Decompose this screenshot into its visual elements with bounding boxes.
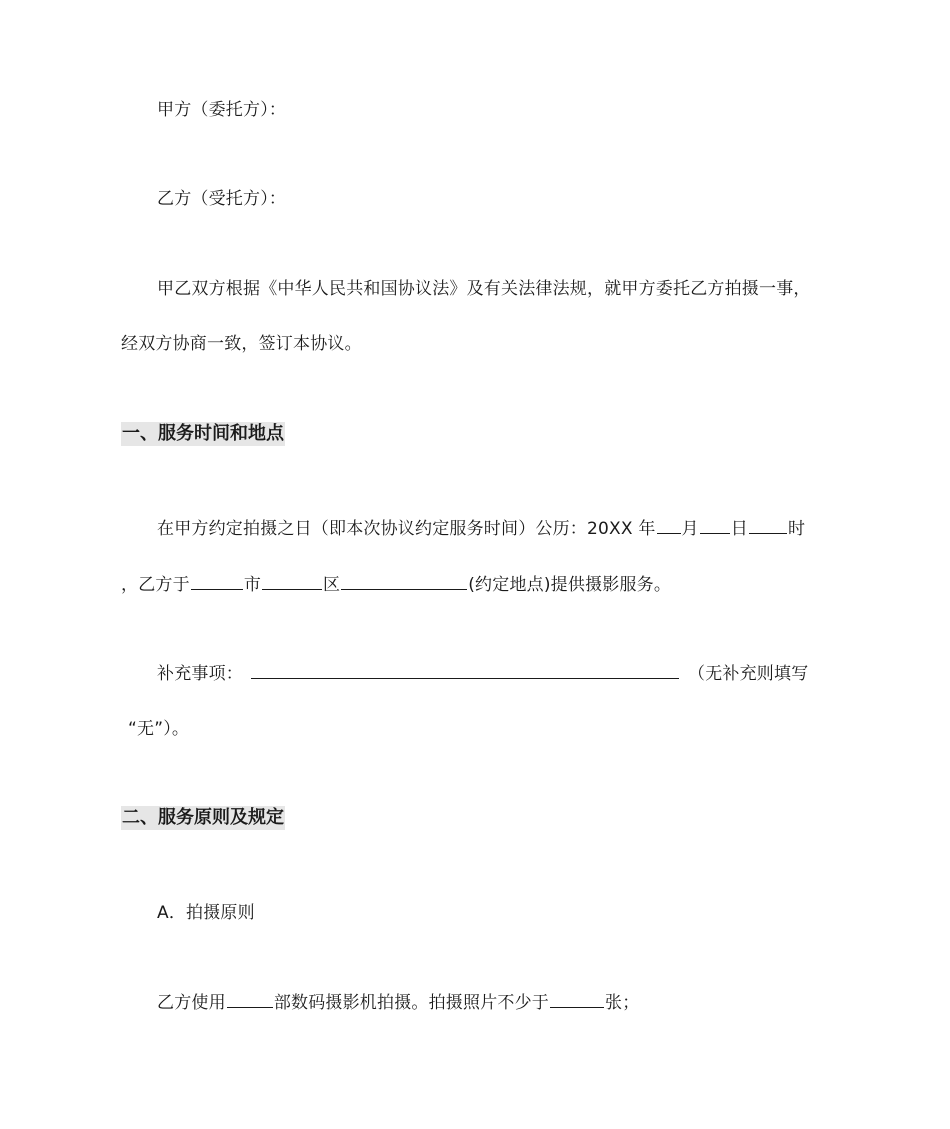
section-2-a-title: A．拍摄原则 xyxy=(157,903,255,923)
service-time-paragraph xyxy=(157,516,805,541)
day-label: 日 xyxy=(730,519,748,539)
camera-paragraph xyxy=(157,990,639,1015)
location-blank xyxy=(341,572,467,590)
supplement-label: 补充事项： xyxy=(157,664,243,684)
party-a-label: 甲方（委托方）： xyxy=(157,100,287,120)
service-place-paragraph xyxy=(121,572,671,597)
supplement-paragraph xyxy=(157,661,808,686)
intro-line-2: 经双方协商一致，签订本协议。 xyxy=(121,334,362,354)
hour-label: 时 xyxy=(787,519,806,539)
camera-count-blank xyxy=(227,990,273,1008)
photo-count-blank xyxy=(550,990,604,1008)
city-label: 市 xyxy=(243,575,262,595)
party-b-label: 乙方（受托方）： xyxy=(157,189,287,209)
district-blank xyxy=(262,572,322,590)
place-suffix: (约定地点)提供摄影服务。 xyxy=(468,575,672,595)
section-1-heading: 一、服务时间和地点 xyxy=(122,423,284,444)
camera-prefix: 乙方使用 xyxy=(157,993,226,1013)
intro-line-1: 甲乙双方根据《中华人民共和国协议法》及有关法律法规，就甲方委托乙方拍摄一事， xyxy=(157,279,811,299)
place-prefix: ，乙方于 xyxy=(121,575,190,595)
month-blank xyxy=(657,516,681,534)
month-label: 月 xyxy=(681,519,699,539)
supplement-note: （无补充则填写 xyxy=(688,664,809,684)
camera-suffix: 张； xyxy=(605,993,640,1013)
city-blank xyxy=(191,572,243,590)
service-time-text: 在甲方约定拍摄之日（即本次协议约定服务时间）公历：20XX 年 xyxy=(157,519,656,539)
day-blank xyxy=(700,516,730,534)
section-2-heading: 二、服务原则及规定 xyxy=(122,807,284,828)
district-label: 区 xyxy=(323,575,341,595)
supplement-note-line-2: “无”）。 xyxy=(128,719,190,739)
camera-middle: 部数码摄影机拍摄。拍摄照片不少于 xyxy=(273,993,550,1013)
hour-blank xyxy=(749,516,787,534)
supplement-blank xyxy=(251,661,679,679)
